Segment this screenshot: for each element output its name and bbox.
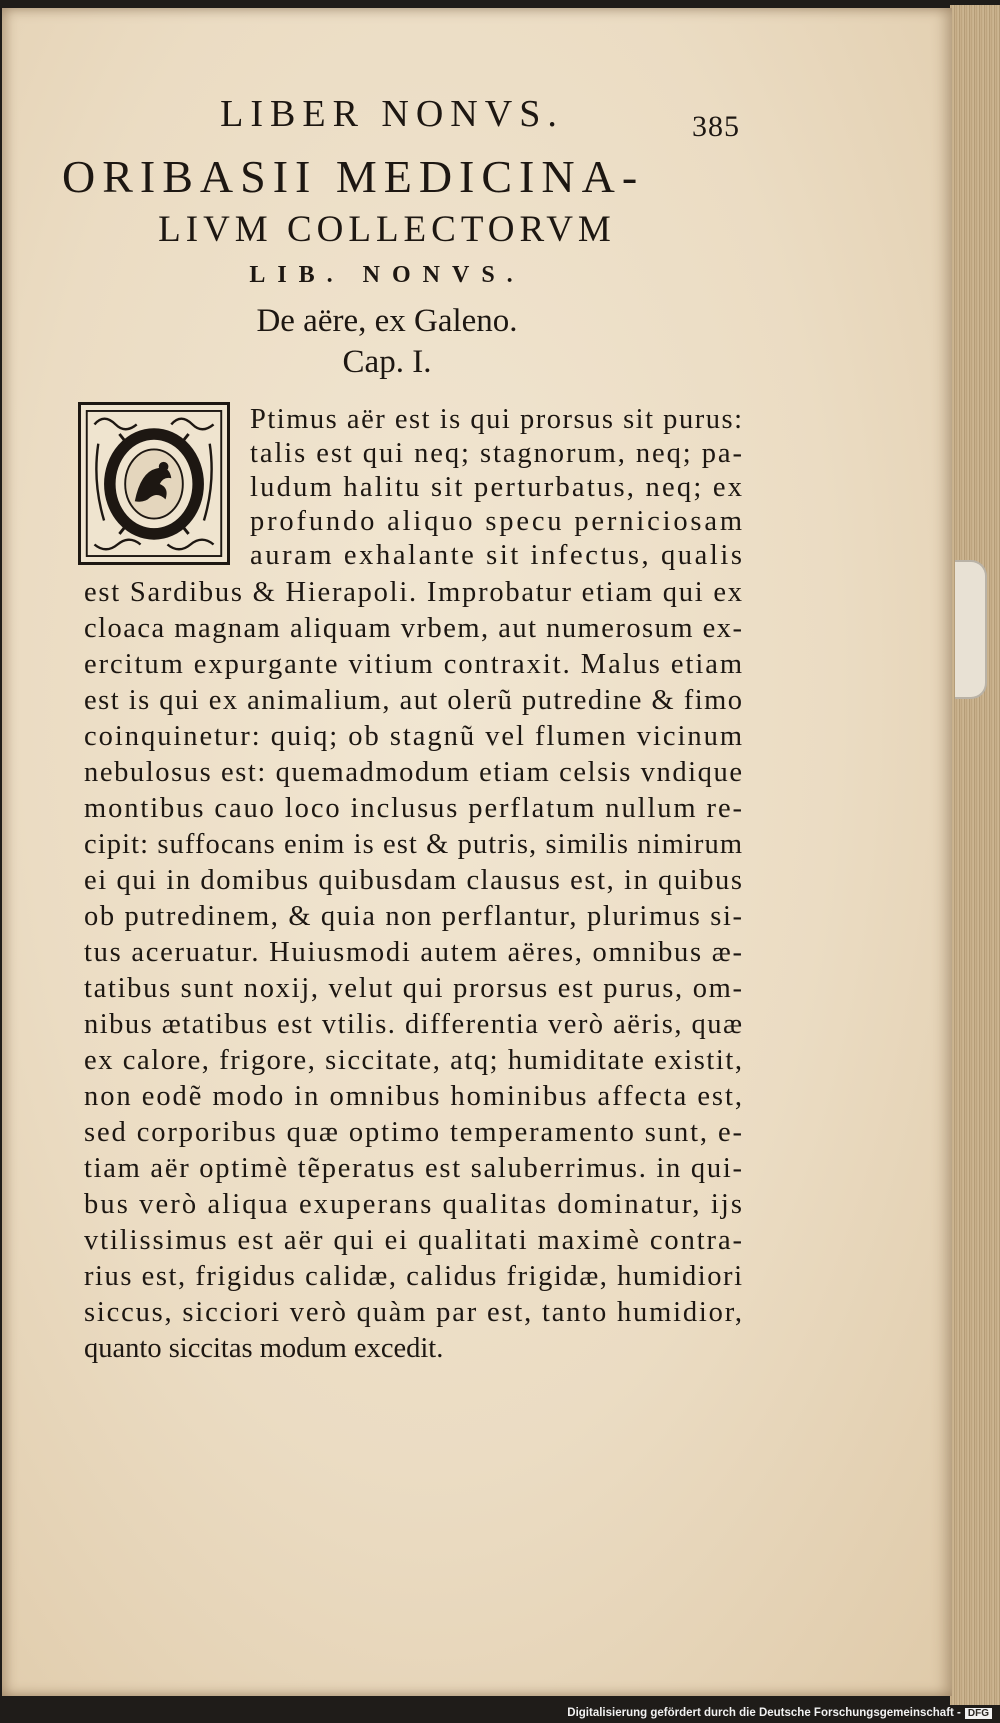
- text-line: rius est, frigidus calidæ, calidus frigidæ, humidiori: [84, 1261, 744, 1292]
- text-line: bus verò aliqua exuperans qualitas dominatur, ijs: [84, 1189, 745, 1220]
- title-line-1: ORIBASII MEDICINA-: [62, 151, 645, 202]
- digitization-credit: [567, 1707, 992, 1719]
- page-number: 385: [692, 110, 740, 143]
- text-line: ercitum expurgante vitium contraxit. Malus etiam: [84, 649, 744, 680]
- text-line: montibus cauo loco inclusus perflatum nullum re-: [84, 793, 744, 824]
- text-line: quanto siccitas modum excedit.: [84, 1333, 444, 1364]
- text-line: ei qui in domibus quibusdam clausus est, in quibus: [84, 865, 744, 896]
- text-line: tatibus sunt noxij, velut qui prorsus est purus, om-: [84, 973, 744, 1004]
- credit-text: Digitalisierung gefördert durch die Deutsche Forschungsgemeinschaft -: [567, 1707, 961, 1719]
- text-line: tus aceruatur. Huiusmodi autem aëres, omnibus æ-: [84, 937, 744, 968]
- text-line: profundo aliquo specu perniciosam: [250, 506, 745, 537]
- text-line: sed corporibus quæ optimo temperamento sunt, e-: [84, 1117, 744, 1148]
- text-line: cloaca magnam aliquam vrbem, aut numerosum ex-: [84, 613, 744, 644]
- text-line: est Sardibus & Hierapoli. Improbatur etiam qui ex: [84, 577, 744, 608]
- text-line: tiam aër optimè tẽperatus est saluberrimus. in qui-: [84, 1153, 744, 1184]
- body-text: [2, 8, 952, 1696]
- title-line-2: LIVM COLLECTORVM: [158, 209, 616, 250]
- text-line: ex calore, frigore, siccitate, atq; humiditate existit,: [84, 1045, 744, 1076]
- text-line: vtilissimus est aër qui ei qualitati maximè contra-: [84, 1225, 744, 1256]
- section-heading: De aëre, ex Galeno.: [256, 303, 518, 339]
- text-line: coinquinetur: quiq; ob stagnũ vel flumen vicinum: [84, 721, 744, 752]
- book-fore-edge: [950, 5, 1000, 1705]
- text-line: auram exhalante sit infectus, qualis: [250, 540, 745, 571]
- dfg-logo: DFG: [965, 1708, 992, 1719]
- text-line: ludum halitu sit perturbatus, neq; ex: [250, 472, 745, 503]
- text-line: nebulosus est: quemadmodum etiam celsis vndique: [84, 757, 744, 788]
- chapter-label: Cap. I.: [342, 344, 432, 380]
- text-line: talis est qui neq; stagnorum, neq; pa-: [250, 438, 744, 469]
- text-line: cipit: suffocans enim is est & putris, similis nimirum: [84, 829, 744, 860]
- text-line: nibus ætatibus est vtilis. differentia verò aëris, quæ: [84, 1009, 744, 1040]
- text-line: Ptimus aër est is qui prorsus sit purus:: [250, 404, 744, 435]
- running-head: LIBER NONVS.: [220, 93, 564, 135]
- text-line: est is qui ex animalium, aut olerũ putredine & fimo: [84, 685, 744, 716]
- title-line-3: LIB. NONVS.: [249, 262, 525, 288]
- text-line: ob putredinem, & quia non perflantur, plurimus si-: [84, 901, 744, 932]
- book-page: [2, 8, 952, 1696]
- page-tab-clip: [955, 560, 987, 699]
- text-line: siccus, sicciori verò quàm par est, tanto humidior,: [84, 1297, 744, 1328]
- text-line: non eodẽ modo in omnibus hominibus affecta est,: [84, 1081, 744, 1112]
